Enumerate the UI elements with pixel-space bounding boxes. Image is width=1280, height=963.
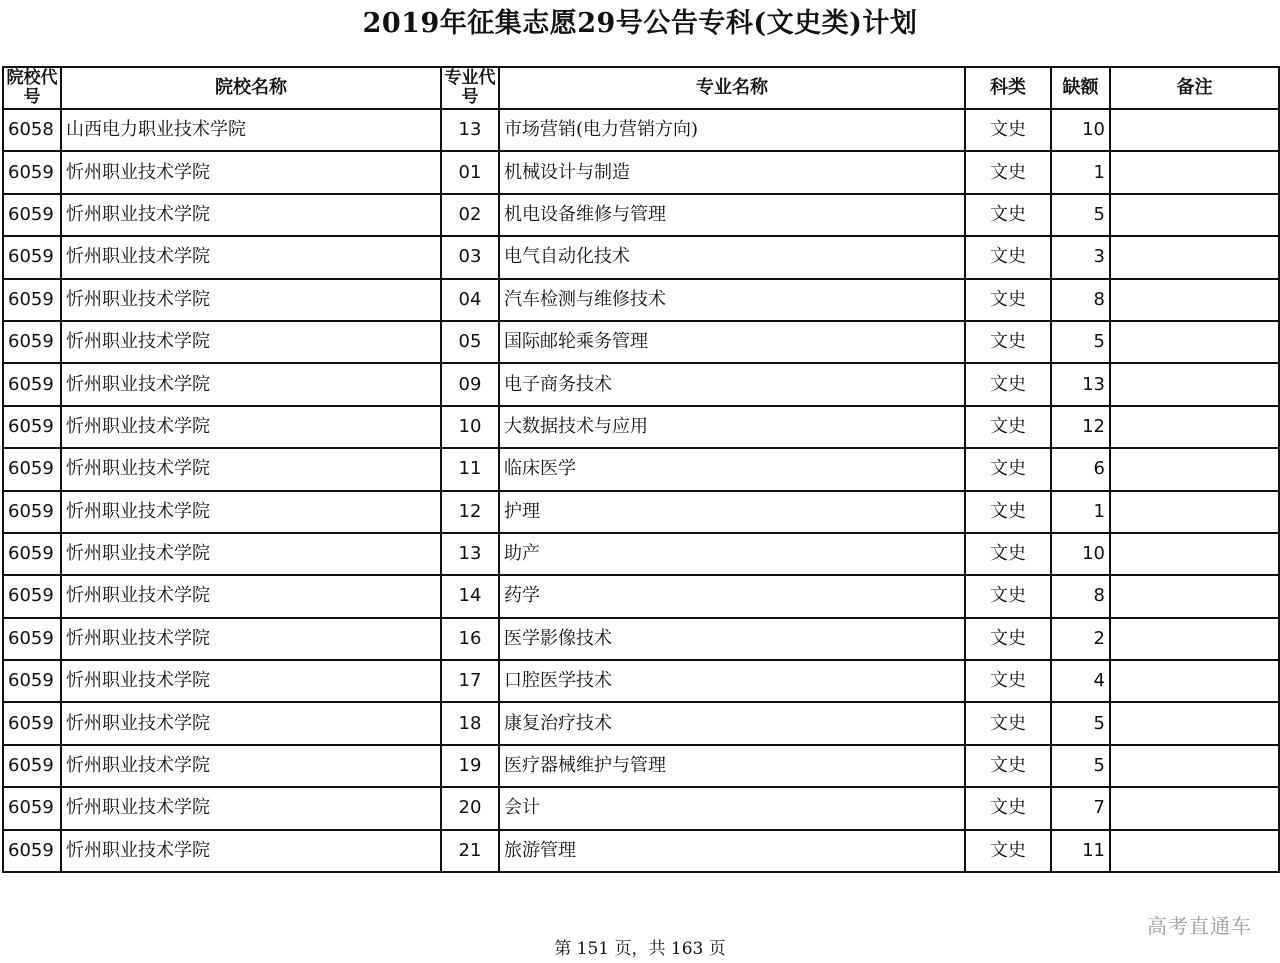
cell-school-name: 忻州职业技术学院 (61, 702, 441, 744)
cell-quota: 3 (1051, 236, 1110, 278)
cell-quota: 10 (1051, 109, 1110, 151)
table-row (3, 236, 1279, 278)
cell-major-code: 03 (441, 236, 499, 278)
cell-major-code: 20 (441, 787, 499, 829)
cell-category: 文史 (965, 787, 1051, 829)
cell-major-code: 14 (441, 575, 499, 617)
cell-quota: 13 (1051, 363, 1110, 405)
cell-major-code: 19 (441, 745, 499, 787)
cell-major-name: 电气自动化技术 (499, 236, 965, 278)
cell-school-name: 忻州职业技术学院 (61, 660, 441, 702)
cell-school-name: 忻州职业技术学院 (61, 618, 441, 660)
cell-quota: 5 (1051, 702, 1110, 744)
cell-remarks (1110, 363, 1279, 405)
table-row (3, 575, 1279, 617)
cell-school-code: 6059 (3, 236, 61, 278)
cell-major-name: 会计 (499, 787, 965, 829)
table-row (3, 279, 1279, 321)
cell-category: 文史 (965, 236, 1051, 278)
table-row (3, 660, 1279, 702)
cell-major-code: 02 (441, 194, 499, 236)
cell-remarks (1110, 830, 1279, 872)
cell-remarks (1110, 321, 1279, 363)
cell-major-name: 汽车检测与维修技术 (499, 279, 965, 321)
table-row (3, 745, 1279, 787)
cell-major-name: 市场营销(电力营销方向) (499, 109, 965, 151)
cell-school-name: 忻州职业技术学院 (61, 448, 441, 490)
cell-school-code: 6059 (3, 448, 61, 490)
table-header (3, 67, 1279, 109)
cell-remarks (1110, 194, 1279, 236)
cell-quota: 2 (1051, 618, 1110, 660)
cell-school-name: 忻州职业技术学院 (61, 279, 441, 321)
cell-category: 文史 (965, 151, 1051, 193)
cell-category: 文史 (965, 618, 1051, 660)
cell-remarks (1110, 151, 1279, 193)
cell-major-code: 11 (441, 448, 499, 490)
cell-major-name: 大数据技术与应用 (499, 406, 965, 448)
cell-major-code: 21 (441, 830, 499, 872)
cell-school-code: 6059 (3, 321, 61, 363)
cell-major-code: 05 (441, 321, 499, 363)
cell-school-name: 山西电力职业技术学院 (61, 109, 441, 151)
cell-category: 文史 (965, 194, 1051, 236)
cell-quota: 12 (1051, 406, 1110, 448)
cell-remarks (1110, 660, 1279, 702)
cell-category: 文史 (965, 321, 1051, 363)
cell-school-code: 6059 (3, 575, 61, 617)
cell-quota: 6 (1051, 448, 1110, 490)
header-quota: 缺额 (1051, 67, 1110, 109)
cell-major-name: 护理 (499, 491, 965, 533)
table-row (3, 702, 1279, 744)
cell-school-name: 忻州职业技术学院 (61, 406, 441, 448)
plan-table (2, 66, 1280, 873)
page-footer: 第 151 页，共 163 页 (554, 939, 726, 959)
header-remarks: 备注 (1110, 67, 1279, 109)
cell-quota: 7 (1051, 787, 1110, 829)
table-body (3, 109, 1279, 872)
header-row (3, 67, 1279, 109)
cell-major-code: 04 (441, 279, 499, 321)
cell-major-code: 16 (441, 618, 499, 660)
cell-school-code: 6059 (3, 830, 61, 872)
watermark: 高考直通车 (1147, 914, 1252, 938)
cell-major-code: 18 (441, 702, 499, 744)
cell-quota: 8 (1051, 279, 1110, 321)
cell-major-name: 临床医学 (499, 448, 965, 490)
cell-category: 文史 (965, 109, 1051, 151)
cell-quota: 1 (1051, 151, 1110, 193)
cell-school-name: 忻州职业技术学院 (61, 363, 441, 405)
cell-major-name: 国际邮轮乘务管理 (499, 321, 965, 363)
cell-major-name: 助产 (499, 533, 965, 575)
cell-quota: 5 (1051, 745, 1110, 787)
cell-school-code: 6059 (3, 745, 61, 787)
cell-school-code: 6059 (3, 279, 61, 321)
cell-school-code: 6059 (3, 787, 61, 829)
cell-category: 文史 (965, 491, 1051, 533)
header-category: 科类 (965, 67, 1051, 109)
cell-school-code: 6059 (3, 618, 61, 660)
cell-major-name: 旅游管理 (499, 830, 965, 872)
cell-major-code: 13 (441, 533, 499, 575)
cell-quota: 11 (1051, 830, 1110, 872)
cell-remarks (1110, 702, 1279, 744)
cell-school-code: 6059 (3, 491, 61, 533)
table-row (3, 363, 1279, 405)
cell-major-name: 电子商务技术 (499, 363, 965, 405)
header-school-code: 院校代号 (3, 67, 61, 109)
cell-quota: 10 (1051, 533, 1110, 575)
cell-category: 文史 (965, 533, 1051, 575)
cell-category: 文史 (965, 702, 1051, 744)
cell-school-name: 忻州职业技术学院 (61, 745, 441, 787)
cell-remarks (1110, 236, 1279, 278)
table-row (3, 830, 1279, 872)
cell-remarks (1110, 533, 1279, 575)
cell-major-name: 医疗器械维护与管理 (499, 745, 965, 787)
cell-remarks (1110, 109, 1279, 151)
page-title: 2019年征集志愿29号公告专科(文史类)计划 (362, 8, 918, 39)
cell-category: 文史 (965, 660, 1051, 702)
cell-school-code: 6059 (3, 151, 61, 193)
table-row (3, 406, 1279, 448)
cell-quota: 8 (1051, 575, 1110, 617)
cell-category: 文史 (965, 745, 1051, 787)
cell-remarks (1110, 575, 1279, 617)
cell-school-name: 忻州职业技术学院 (61, 236, 441, 278)
cell-category: 文史 (965, 575, 1051, 617)
table-row (3, 448, 1279, 490)
cell-major-name: 医学影像技术 (499, 618, 965, 660)
table-row (3, 321, 1279, 363)
cell-major-code: 17 (441, 660, 499, 702)
cell-school-code: 6059 (3, 363, 61, 405)
cell-category: 文史 (965, 363, 1051, 405)
cell-category: 文史 (965, 406, 1051, 448)
cell-major-code: 10 (441, 406, 499, 448)
cell-school-code: 6059 (3, 194, 61, 236)
cell-remarks (1110, 491, 1279, 533)
cell-school-code: 6058 (3, 109, 61, 151)
cell-remarks (1110, 279, 1279, 321)
table-row (3, 491, 1279, 533)
cell-remarks (1110, 618, 1279, 660)
cell-school-code: 6059 (3, 533, 61, 575)
cell-school-code: 6059 (3, 406, 61, 448)
cell-remarks (1110, 448, 1279, 490)
header-major-name: 专业名称 (499, 67, 965, 109)
cell-major-code: 13 (441, 109, 499, 151)
cell-major-name: 药学 (499, 575, 965, 617)
cell-school-name: 忻州职业技术学院 (61, 533, 441, 575)
cell-remarks (1110, 406, 1279, 448)
cell-quota: 5 (1051, 321, 1110, 363)
table-row (3, 787, 1279, 829)
cell-school-code: 6059 (3, 660, 61, 702)
cell-school-code: 6059 (3, 702, 61, 744)
cell-school-name: 忻州职业技术学院 (61, 321, 441, 363)
header-major-code: 专业代号 (441, 67, 499, 109)
cell-category: 文史 (965, 830, 1051, 872)
cell-school-name: 忻州职业技术学院 (61, 491, 441, 533)
cell-school-name: 忻州职业技术学院 (61, 194, 441, 236)
table-row (3, 618, 1279, 660)
cell-category: 文史 (965, 448, 1051, 490)
cell-major-code: 12 (441, 491, 499, 533)
cell-school-name: 忻州职业技术学院 (61, 151, 441, 193)
cell-school-name: 忻州职业技术学院 (61, 830, 441, 872)
cell-remarks (1110, 745, 1279, 787)
header-school-name: 院校名称 (61, 67, 441, 109)
cell-school-name: 忻州职业技术学院 (61, 787, 441, 829)
cell-major-name: 康复治疗技术 (499, 702, 965, 744)
cell-category: 文史 (965, 279, 1051, 321)
cell-quota: 5 (1051, 194, 1110, 236)
cell-remarks (1110, 787, 1279, 829)
table-row (3, 151, 1279, 193)
cell-major-name: 机电设备维修与管理 (499, 194, 965, 236)
cell-major-code: 01 (441, 151, 499, 193)
cell-major-name: 口腔医学技术 (499, 660, 965, 702)
cell-quota: 1 (1051, 491, 1110, 533)
table-row (3, 194, 1279, 236)
cell-major-name: 机械设计与制造 (499, 151, 965, 193)
table-row (3, 533, 1279, 575)
table-row (3, 109, 1279, 151)
cell-quota: 4 (1051, 660, 1110, 702)
cell-major-code: 09 (441, 363, 499, 405)
cell-school-name: 忻州职业技术学院 (61, 575, 441, 617)
